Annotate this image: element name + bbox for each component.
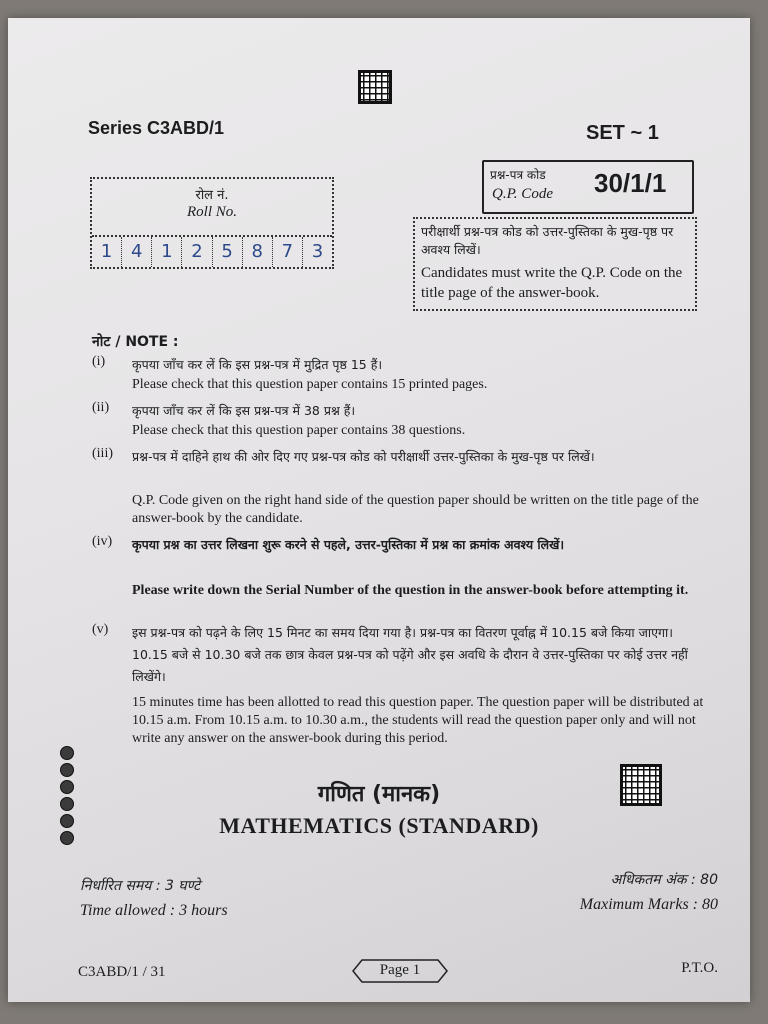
roll-digit: 2 xyxy=(182,237,212,267)
qp-label: Q.P. Code xyxy=(492,186,553,202)
binding-hole xyxy=(60,763,74,777)
note-hindi: कृपया जाँच कर लें कि इस प्रश्न-पत्र में मुद्रित पृष्ठ 15 हैं। xyxy=(132,357,383,372)
subject-title: MATHEMATICS (STANDARD) xyxy=(219,813,539,838)
max-marks: Maximum Marks : 80 xyxy=(579,896,718,913)
note-english: 15 minutes time has been allotted to read this question paper. The question paper will be distributed at 10.15 a.m. From 10.15 a.m. to 10.30 a.m., the students will read the question paper only and will not write any answer on the answer-book during this period. xyxy=(132,695,704,746)
note-hindi: इस प्रश्न-पत्र को पढ़ने के लिए 15 मिनट का समय दिया गया है। प्रश्न-पत्र का वितरण पूर्वाह्न में 10.15 बजे किया जाएगा। 10.15 बजे से 10.30 बजे तक छात्र केवल प्रश्न-पत्र को पढ़ेंगे और इस अवधि के दौरान वे उत्तर-पुस्तिका पर कोई उत्तर नहीं लिखेंगे। xyxy=(132,625,688,684)
note-hindi: प्रश्न-पत्र में दाहिने हाथ की ओर दिए गए प्रश्न-पत्र कोड को परीक्षार्थी उत्तर-पुस्तिका के मुख-पृष्ठ पर लिखें। xyxy=(132,449,595,464)
note-item xyxy=(92,534,702,618)
qp-code-box xyxy=(482,160,694,214)
roll-digit: 4 xyxy=(122,237,152,267)
pto-label: P.T.O. xyxy=(681,960,718,976)
roll-digit: 1 xyxy=(92,237,122,267)
roll-number-box xyxy=(90,177,334,269)
page-number: Page 1 xyxy=(379,962,421,978)
note-item xyxy=(92,400,692,442)
roll-label-hindi: रोल नं. xyxy=(195,188,229,203)
roll-digit: 8 xyxy=(243,237,273,267)
note-number: (v) xyxy=(92,622,109,637)
roll-digits xyxy=(92,235,332,267)
qp-instruction-box xyxy=(413,217,697,311)
note-hindi: कृपया जाँच कर लें कि इस प्रश्न-पत्र में 38 प्रश्न हैं। xyxy=(132,403,356,418)
roll-digit: 1 xyxy=(152,237,182,267)
qp-label-hindi: प्रश्न-पत्र कोड xyxy=(490,168,546,182)
note-number: (iii) xyxy=(92,446,113,461)
note-number: (i) xyxy=(92,354,106,369)
qp-instruction-english: Candidates must write the Q.P. Code on the title page of the answer-book. xyxy=(421,265,683,301)
note-english: Please check that this question paper contains 15 printed pages. xyxy=(132,377,488,392)
qp-instruction-hindi: परीक्षार्थी प्रश्न-पत्र कोड को उत्तर-पुस्तिका के मुख-पृष्ठ पर अवश्य लिखें। xyxy=(421,224,674,257)
max-marks-hindi: अधिकतम अंक : 80 xyxy=(610,872,718,888)
note-english: Q.P. Code given on the right hand side of the question paper should be written on the title page of the answer-book by the candidate. xyxy=(132,493,699,526)
binding-hole xyxy=(60,746,74,760)
note-english: Please write down the Serial Number of the question in the answer-book before attempting it. xyxy=(132,583,689,598)
note-english: Please check that this question paper contains 38 questions. xyxy=(132,423,466,438)
set-label: SET ~ 1 xyxy=(586,122,659,144)
roll-digit: 3 xyxy=(311,241,324,262)
roll-digit: 5 xyxy=(213,237,243,267)
subject-title-hindi: गणित (मानक) xyxy=(317,782,441,807)
note-number: (iv) xyxy=(92,534,113,549)
qr-code-top xyxy=(358,70,392,104)
qr-code-bottom xyxy=(620,764,662,806)
series-label: Series C3ABD/1 xyxy=(88,118,225,138)
note-number: (ii) xyxy=(92,400,110,415)
note-item xyxy=(92,622,712,772)
note-item xyxy=(92,446,702,530)
roll-digit: 7 xyxy=(273,237,303,267)
note-item xyxy=(92,354,692,396)
time-allowed-hindi: निर्धारित समय : 3 घण्टे xyxy=(80,878,201,894)
note-heading: नोट / NOTE : xyxy=(92,334,179,350)
time-allowed: Time allowed : 3 hours xyxy=(80,902,228,919)
footer-code: C3ABD/1 / 31 xyxy=(78,964,166,980)
exam-paper xyxy=(8,18,750,1002)
page-indicator xyxy=(352,958,448,984)
note-hindi: कृपया प्रश्न का उत्तर लिखना शुरू करने से पहले, उत्तर-पुस्तिका में प्रश्न का क्रमांक अवश्य लिखें। xyxy=(132,537,565,552)
roll-label: Roll No. xyxy=(186,204,237,220)
qp-code: 30/1/1 xyxy=(594,168,667,198)
